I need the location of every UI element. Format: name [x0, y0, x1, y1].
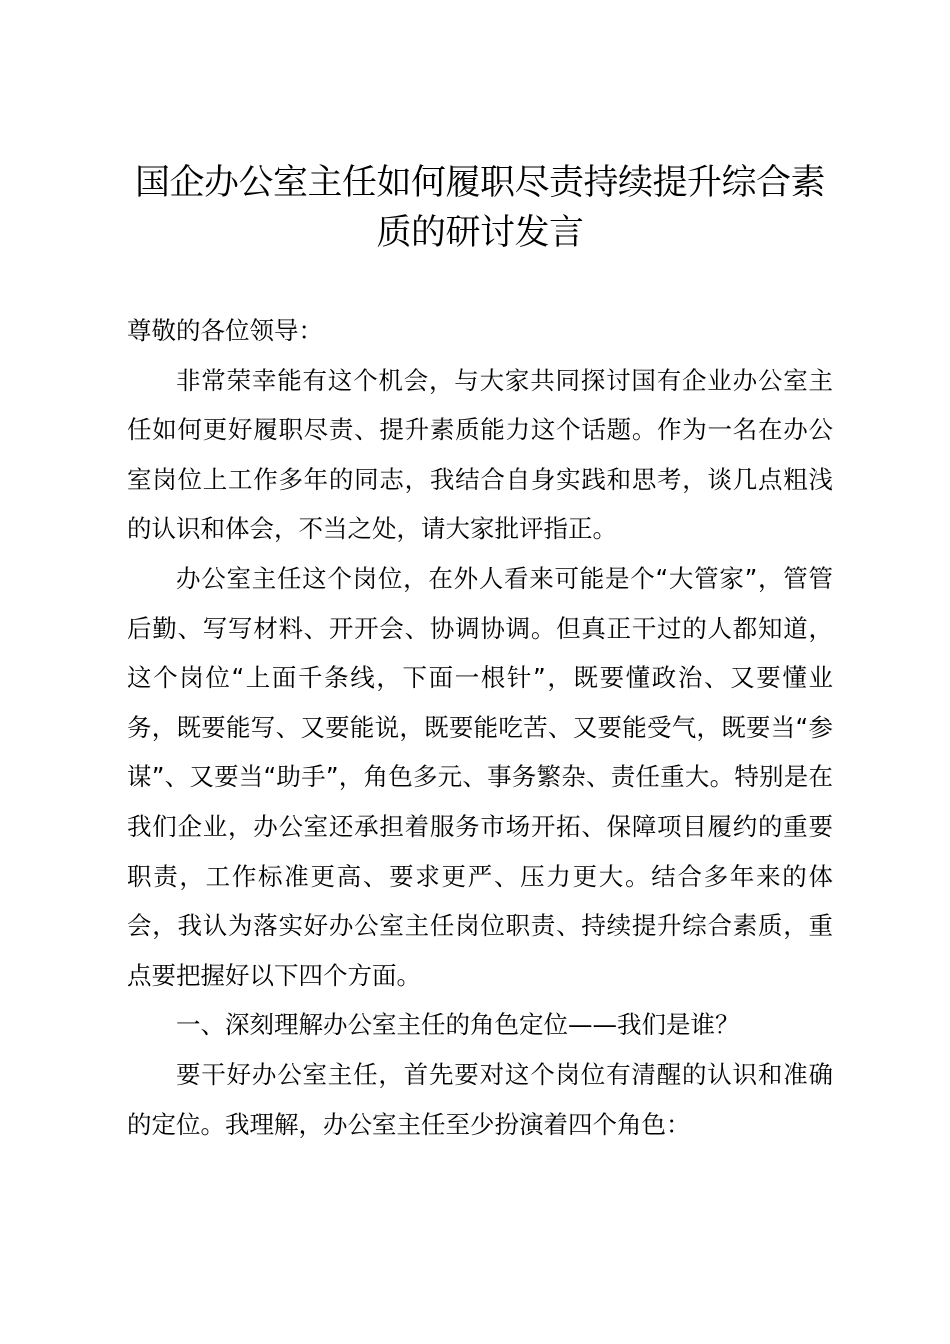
section-paragraph: 要干好办公室主任，首先要对这个岗位有清醒的认识和准确的定位。我理解，办公室主任至少扮演着四个角色：: [127, 1059, 833, 1139]
paragraph-intro: 非常荣幸能有这个机会，与大家共同探讨国有企业办公室主任如何更好履职尽责、提升素质能力这个话题。作为一名在办公室岗位上工作多年的同志，我结合自身实践和思考，谈几点粗浅的认识和体会，不当之处，请大家批评指正。: [127, 365, 833, 544]
title-line-1: 国企办公室主任如何履职尽责持续提升综合素: [134, 163, 825, 203]
document-body: [127, 306, 833, 1149]
section-heading: 一、深刻理解办公室主任的角色定位——我们是谁？: [176, 1010, 740, 1040]
salutation: 尊敬的各位领导：: [127, 316, 323, 345]
title-line-2: 质的研讨发言: [376, 213, 584, 253]
document-title: [110, 158, 850, 258]
paragraph-role-description: 办公室主任这个岗位，在外人看来可能是个“大管家”，管管后勤、写写材料、开开会、协调协调。但真正干过的人都知道，这个岗位“上面千条线，下面一根针”，既要懂政治、又要懂业务，既要能写、又要能说，既要能吃苦、又要能受气，既要当“参谋”、又要当“助手”，角色多元、事务繁杂、责任重大。特别是在我们企业，办公室还承担着服务市场开拓、保障项目履约的重要职责，工作标准更高、要求更严、压力更大。结合多年来的体会，我认为落实好办公室主任岗位职责、持续提升综合素质，重点要把握好以下四个方面。: [127, 563, 833, 990]
